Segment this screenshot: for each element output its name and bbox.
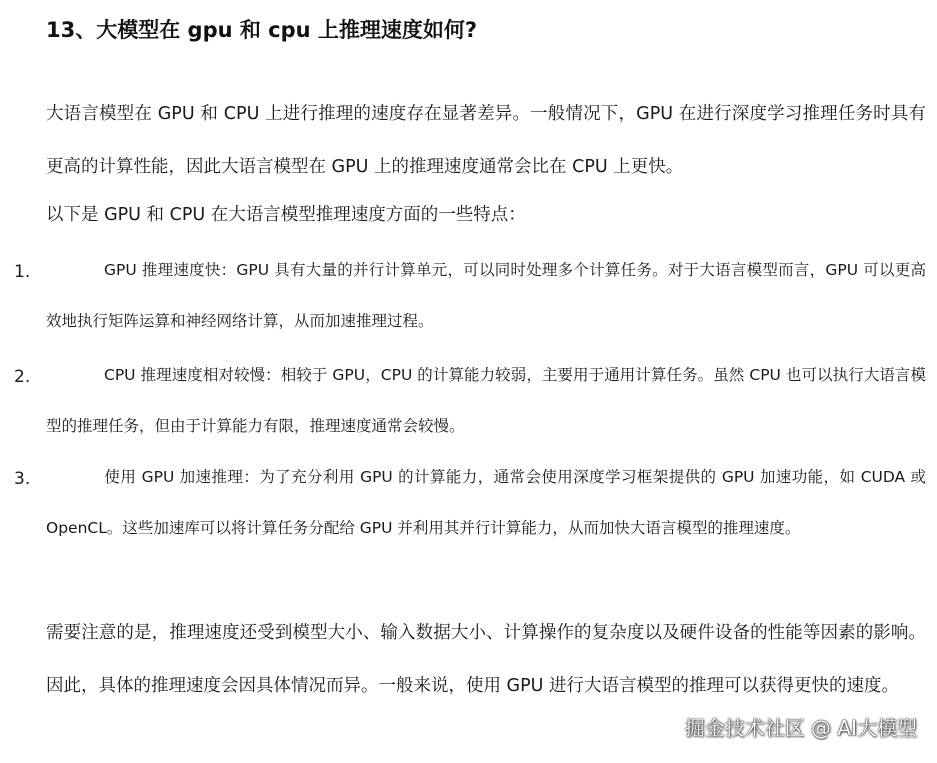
list-number-1: 1.: [14, 262, 31, 282]
list-item-text-3: 使用 GPU 加速推理：为了充分利用 GPU 的计算能力，通常会使用深度学习框架提供的 GPU 加速功能，如 CUDA 或 OpenCL。这些加速库可以将计算任务分配给 GPU 并利用其并行计算能力，从而加快大语言模型的推理速度。: [46, 468, 926, 537]
list-item-1: [46, 245, 926, 347]
list-number-2: 2.: [14, 367, 31, 387]
conclusion-paragraph: 需要注意的是，推理速度还受到模型大小、输入数据大小、计算操作的复杂度以及硬件设备的性能等因素的影响。因此，具体的推理速度会因具体情况而异。一般来说，使用 GPU 进行大语言模型的推理可以获得更快的速度。: [46, 623, 926, 696]
section-heading: 13、大模型在 gpu 和 cpu 上推理速度如何?: [46, 18, 478, 42]
watermark: 掘金技术社区 @ AI大模型: [684, 716, 917, 740]
list-item-3: [46, 452, 926, 554]
list-item-2: [46, 350, 926, 452]
list-item-text-1: GPU 推理速度快：GPU 具有大量的并行计算单元，可以同时处理多个计算任务。对于大语言模型而言，GPU 可以更高效地执行矩阵运算和神经网络计算，从而加速推理过程。: [46, 261, 926, 330]
list-item-text-2: CPU 推理速度相对较慢：相较于 GPU，CPU 的计算能力较弱，主要用于通用计算任务。虽然 CPU 也可以执行大语言模型的推理任务，但由于计算能力有限，推理速度通常会较慢。: [46, 366, 926, 435]
list-number-3: 3.: [14, 469, 31, 489]
lead-paragraph: 以下是 GPU 和 CPU 在大语言模型推理速度方面的一些特点：: [46, 205, 526, 225]
intro-paragraph: 大语言模型在 GPU 和 CPU 上进行推理的速度存在显著差异。一般情况下，GPU 在进行深度学习推理任务时具有更高的计算性能，因此大语言模型在 GPU 上的推理速度通常会比在 CPU 上更快。: [46, 104, 926, 177]
